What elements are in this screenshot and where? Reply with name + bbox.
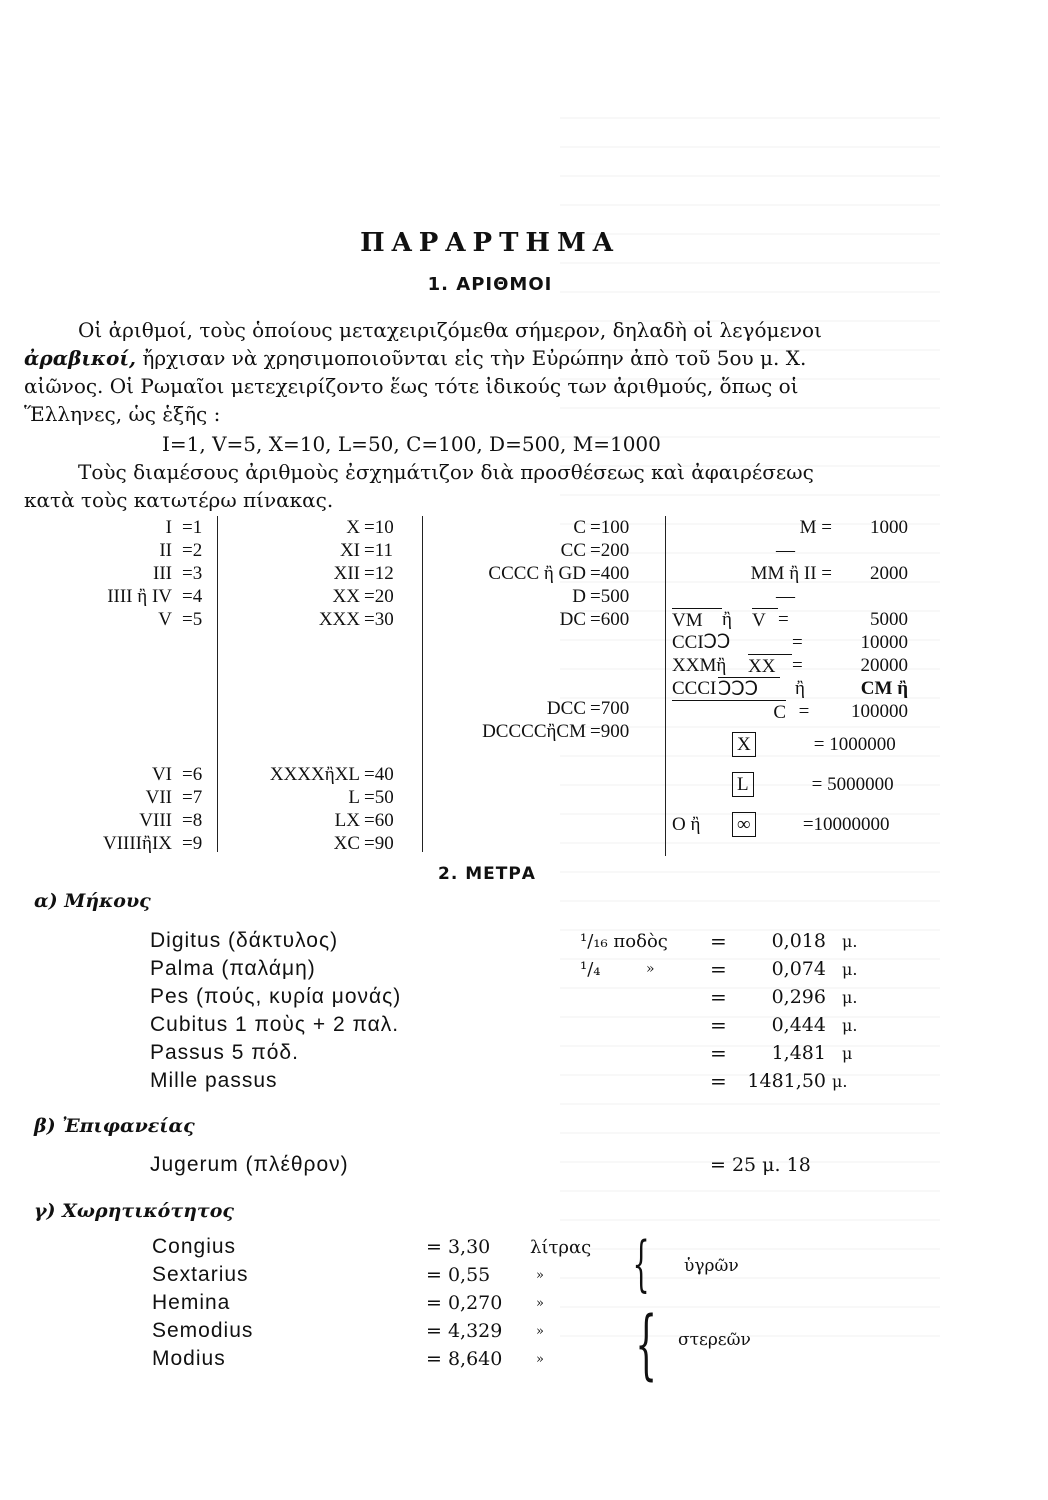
length-row: Passus 5 πόδ. = 1,481 μ <box>150 1041 853 1065</box>
length-row: Digitus (δάκτυλος) ¹/₁₆ ποδὸς = 0,018 μ. <box>150 929 858 953</box>
section-heading-measures: 2. ΜΕΤΡΑ <box>438 864 536 884</box>
length-row: Mille passus = 1481,50 μ. <box>150 1069 848 1093</box>
capacity-row: Sextarius = 0,55 » <box>152 1263 544 1286</box>
length-row: Cubitus 1 ποὺς + 2 παλ. = 0,444 μ. <box>150 1013 858 1037</box>
page-title: ΠΑΡΑΡΤΗΜΑ <box>360 228 620 258</box>
paragraph-line-2 <box>24 344 806 372</box>
capacity-table <box>152 1233 610 1373</box>
surface-heading: β) Ἐπιφανείας <box>34 1115 195 1137</box>
table-rule-3 <box>665 516 666 856</box>
table-rule-2 <box>422 516 423 852</box>
paragraph-line-2-text: ἤρχισαν νὰ χρησιμοποιοῦνται εἰς τὴν Εὐρώπην ἀπὸ τοῦ 5ου μ. Χ. <box>142 346 807 370</box>
surface-row: Jugerum (πλέθρον) = 25 μ. 18 <box>150 1153 811 1176</box>
paragraph-line-4: Ἕλληνες, ὡς ἑξῆς : <box>24 402 221 426</box>
numerals-col-1-bottom: VI =6 VII =7 VIII =8 VIIIIἢIX =9 <box>102 764 203 854</box>
length-table <box>150 927 872 1095</box>
length-row: Palma (παλάμη) ¹/₄ » = 0,074 μ. <box>150 957 858 981</box>
capacity-heading: γ) Χωρητικότητος <box>34 1200 234 1222</box>
numerals-col-1-top: I =1 II =2 III =3 IIII ἢ IV =4 V =5 <box>107 517 203 630</box>
paragraph-line-3: αἰῶνος. Οἱ Ρωμαῖοι μετεχειρίζοντο ἕως τότε ἰδικούς των ἀριθμούς, ὅπως οἱ <box>24 374 799 398</box>
capacity-row: Semodius = 4,329 » <box>152 1319 544 1342</box>
liquid-brace: { <box>632 1229 650 1299</box>
length-row: Pes (πούς, κυρία μονάς) = 0,296 μ. <box>150 985 858 1009</box>
numeral-values-line: I=1, V=5, X=10, L=50, C=100, D=500, M=1000 <box>162 432 661 456</box>
paragraph-line-7: κατὰ τοὺς κατωτέρω πίνακας. <box>24 488 334 512</box>
capacity-row: Modius = 8,640 » <box>152 1347 544 1370</box>
solid-label: στερεῶν <box>678 1330 751 1350</box>
length-heading: α) Μήκους <box>34 890 151 912</box>
paragraph-line-1: Οἱ ἀριθμοί, τοὺς ὁποίους μεταχειριζόμεθα σήμερον, δηλαδὴ οἱ λεγόμενοι <box>78 318 822 342</box>
numerals-col-3-top: C =100 CC =200 CCCC ἢ GD =400 D =500 DC =600 <box>488 517 630 630</box>
numerals-col-4: M = 1000 — MM ἢ II = 2000 — VM ἢ V = 5000 CCIↃↃ = 10000 XXMἢ XX = 20000 CCCI ↃↃↃ ἢ CM ἢ C = 100000 X = 1000000 L = 5000000 O ἢ ∞ =10000000 <box>672 517 908 835</box>
arabic-term: ἀραβικοί, <box>24 346 137 370</box>
capacity-row: Hemina = 0,270 » <box>152 1291 544 1314</box>
solid-brace: { <box>635 1299 658 1388</box>
numerals-col-3-mid: DCC =700 DCCCCἢCM =900 <box>482 698 630 742</box>
numerals-col-2-bottom: XXXXἢXL =40 L =50 LX =60 XC =90 <box>269 764 394 854</box>
section-heading-numbers: 1. ΑΡΙΘΜΟΙ <box>427 274 553 295</box>
capacity-row: Congius = 3,30 λίτρας <box>152 1235 592 1258</box>
numerals-col-2-top: X =10 XI =11 XII =12 XX =20 XXX =30 <box>318 517 394 630</box>
liquid-label: ὑγρῶν <box>684 1256 739 1276</box>
paragraph-line-6: Τοὺς διαμέσους ἀριθμοὺς ἐσχημάτιζον διὰ προσθέσεως καὶ ἀφαιρέσεως <box>78 460 814 484</box>
